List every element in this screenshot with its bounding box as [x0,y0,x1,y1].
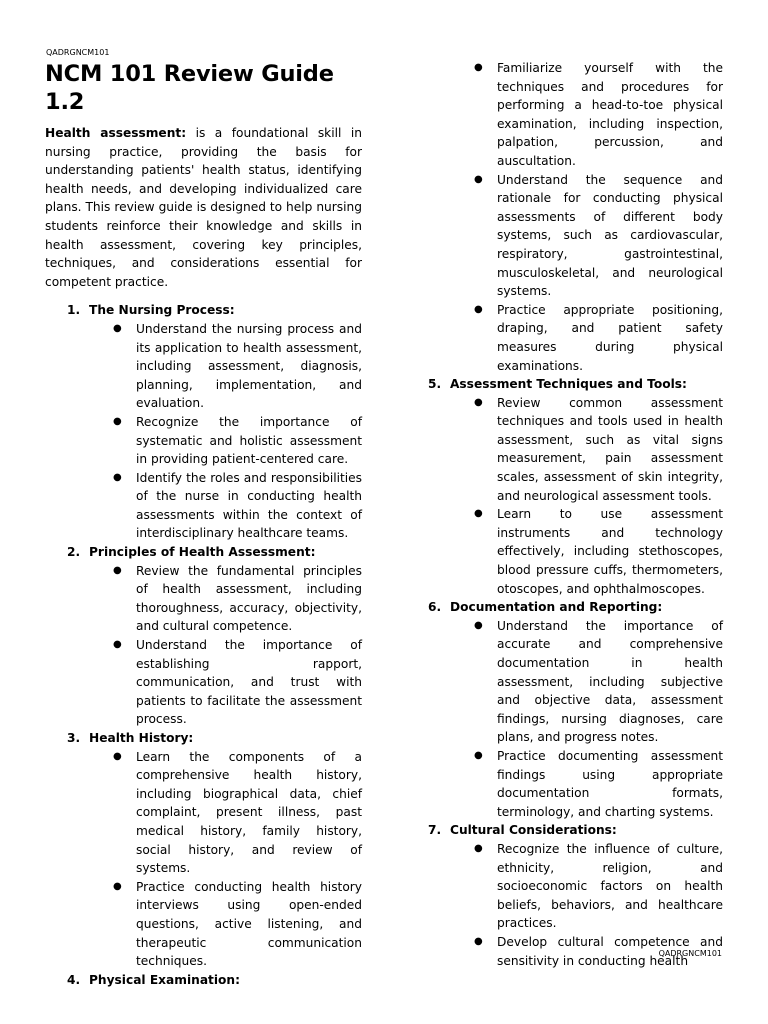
bullet-item [428,301,723,375]
section-title: Documentation and Reporting: [450,600,663,615]
bullet-dot-icon: ● [474,935,483,947]
bullet-text: Practice documenting assessment findings using appropriate documentation formats, terminology, and charting systems. [497,748,723,819]
section-number: 4. [67,972,81,987]
bullet-dot-icon: ● [113,639,122,651]
bullet-dot-icon: ● [474,396,483,408]
left-section-list [45,301,362,989]
bullet-dot-icon: ● [474,173,483,185]
bullet-list [45,320,362,543]
bullet-item [428,171,723,301]
bullet-text: Understand the importance of establishing rapport, communication, and trust with patients to facilitate the assessment process. [136,638,362,727]
bullet-item [428,394,723,506]
bullet-item [45,636,362,729]
section-heading [428,375,723,394]
bullet-text: Learn the components of a comprehensive health history, including biographical data, chief complaint, present illness, past medical history, family history, social history, and review of systems. [136,749,362,876]
bullet-item [428,617,723,747]
bullet-text: Understand the importance of accurate and comprehensive documentation in health assessment, including subjective and objective data, assessment findings, nursing diagnoses, care plans, and progress notes. [497,618,723,745]
section-title: The Nursing Process: [89,303,235,318]
section [428,821,723,970]
right-column [428,59,723,970]
section [428,598,723,821]
bullet-item [428,840,723,933]
bullet-text: Understand the nursing process and its application to health assessment, including assessment, diagnosis, planning, implementation, and evaluation. [136,321,362,411]
bullet-text: Recognize the importance of systematic and holistic assessment in providing patient-centered care. [136,414,362,467]
section [45,971,362,990]
bullet-item [428,505,723,598]
section [428,375,723,598]
bullet-list [428,394,723,599]
section [45,543,362,729]
bullet-text: Develop cultural competence and sensitivity in conducting health [497,934,723,968]
bullet-text: Identify the roles and responsibilities of the nurse in conducting health assessments within the context of interdisciplinary healthcare teams. [136,470,362,541]
section-title: Cultural Considerations: [450,823,617,838]
document-code-header: QADRGNCM101 [46,48,110,57]
section-number: 3. [67,731,81,745]
section [45,301,362,543]
bullet-dot-icon: ● [113,750,122,762]
bullet-dot-icon: ● [113,322,122,334]
section-heading [428,598,723,617]
bullet-list [428,617,723,822]
bullet-dot-icon: ● [474,619,483,631]
left-column [45,60,362,989]
bullet-item [428,747,723,821]
bullet-list [45,562,362,729]
bullet-text: Learn to use assessment instruments and technology effectively, including stethoscopes, blood pressure cuffs, thermometers, otoscopes, and ophthalmoscopes. [497,507,723,596]
bullet-dot-icon: ● [474,749,483,761]
bullet-item [45,469,362,543]
section-number: 5. [428,377,442,392]
section-number: 7. [428,823,442,838]
continued-bullet-list [428,59,723,375]
bullet-dot-icon: ● [113,880,122,892]
bullet-item [45,748,362,878]
section-title: Principles of Health Assessment: [89,545,316,560]
section-number: 1. [67,303,81,318]
bullet-item [45,562,362,636]
page-title: NCM 101 Review Guide 1.2 [45,61,334,115]
bullet-text: Recognize the influence of culture, ethnicity, religion, and socioeconomic factors on health beliefs, behaviors, and healthcare practices. [497,841,723,931]
bullet-item [428,59,723,171]
bullet-list [45,748,362,971]
document-code-footer: QADRGNCM101 [658,949,722,958]
right-section-list [428,375,723,970]
section-title: Health History: [89,731,194,745]
intro-lead: Health assessment: [45,126,187,140]
bullet-item [45,320,362,413]
section-number: 2. [67,545,81,560]
section [45,729,362,971]
bullet-text: Practice conducting health history interviews using open-ended questions, active listening, and therapeutic communication techniques. [136,879,362,969]
section-number: 6. [428,600,442,615]
bullet-text: Understand the sequence and rationale for conducting physical assessments of different body systems, such as cardiovascular, respiratory, gastrointestinal, musculoskeletal, and neurological systems. [497,172,723,299]
section-heading [67,729,362,748]
bullet-item [45,413,362,469]
section-title: Physical Examination: [89,972,240,987]
bullet-dot-icon: ● [474,508,483,520]
bullet-text: Review the fundamental principles of health assessment, including thoroughness, accuracy, objectivity, and cultural competence. [136,563,362,634]
bullet-dot-icon: ● [474,842,483,854]
section-heading [67,301,362,320]
bullet-text: Practice appropriate positioning, draping, and patient safety measures during physical examinations. [497,302,723,373]
bullet-dot-icon: ● [113,564,122,576]
bullet-text: Review common assessment techniques and tools used in health assessment, such as vital signs measurement, pain assessment scales, assessment of skin integrity, and neurological assessment tools. [497,395,723,503]
intro-paragraph [45,124,362,291]
bullet-dot-icon: ● [474,62,483,73]
bullet-item [45,878,362,971]
bullet-dot-icon: ● [474,303,483,315]
intro-text: is a foundational skill in nursing practice, providing the basis for understanding patients' health status, identifying health needs, and developing individualized care plans. This review guide is designed to help nursing students reinforce their knowledge and skills in health assessment, covering key principles, techniques, and considerations essential for competent practice. [45,126,362,289]
section-heading [67,543,362,562]
bullet-dot-icon: ● [113,415,122,427]
section-heading [67,971,362,990]
bullet-dot-icon: ● [113,471,122,483]
section-title: Assessment Techniques and Tools: [450,377,687,392]
section-heading [428,821,723,840]
bullet-text: Familiarize yourself with the techniques and procedures for performing a head-to-toe physical examination, including inspection, palpation, percussion, and auscultation. [497,61,723,168]
